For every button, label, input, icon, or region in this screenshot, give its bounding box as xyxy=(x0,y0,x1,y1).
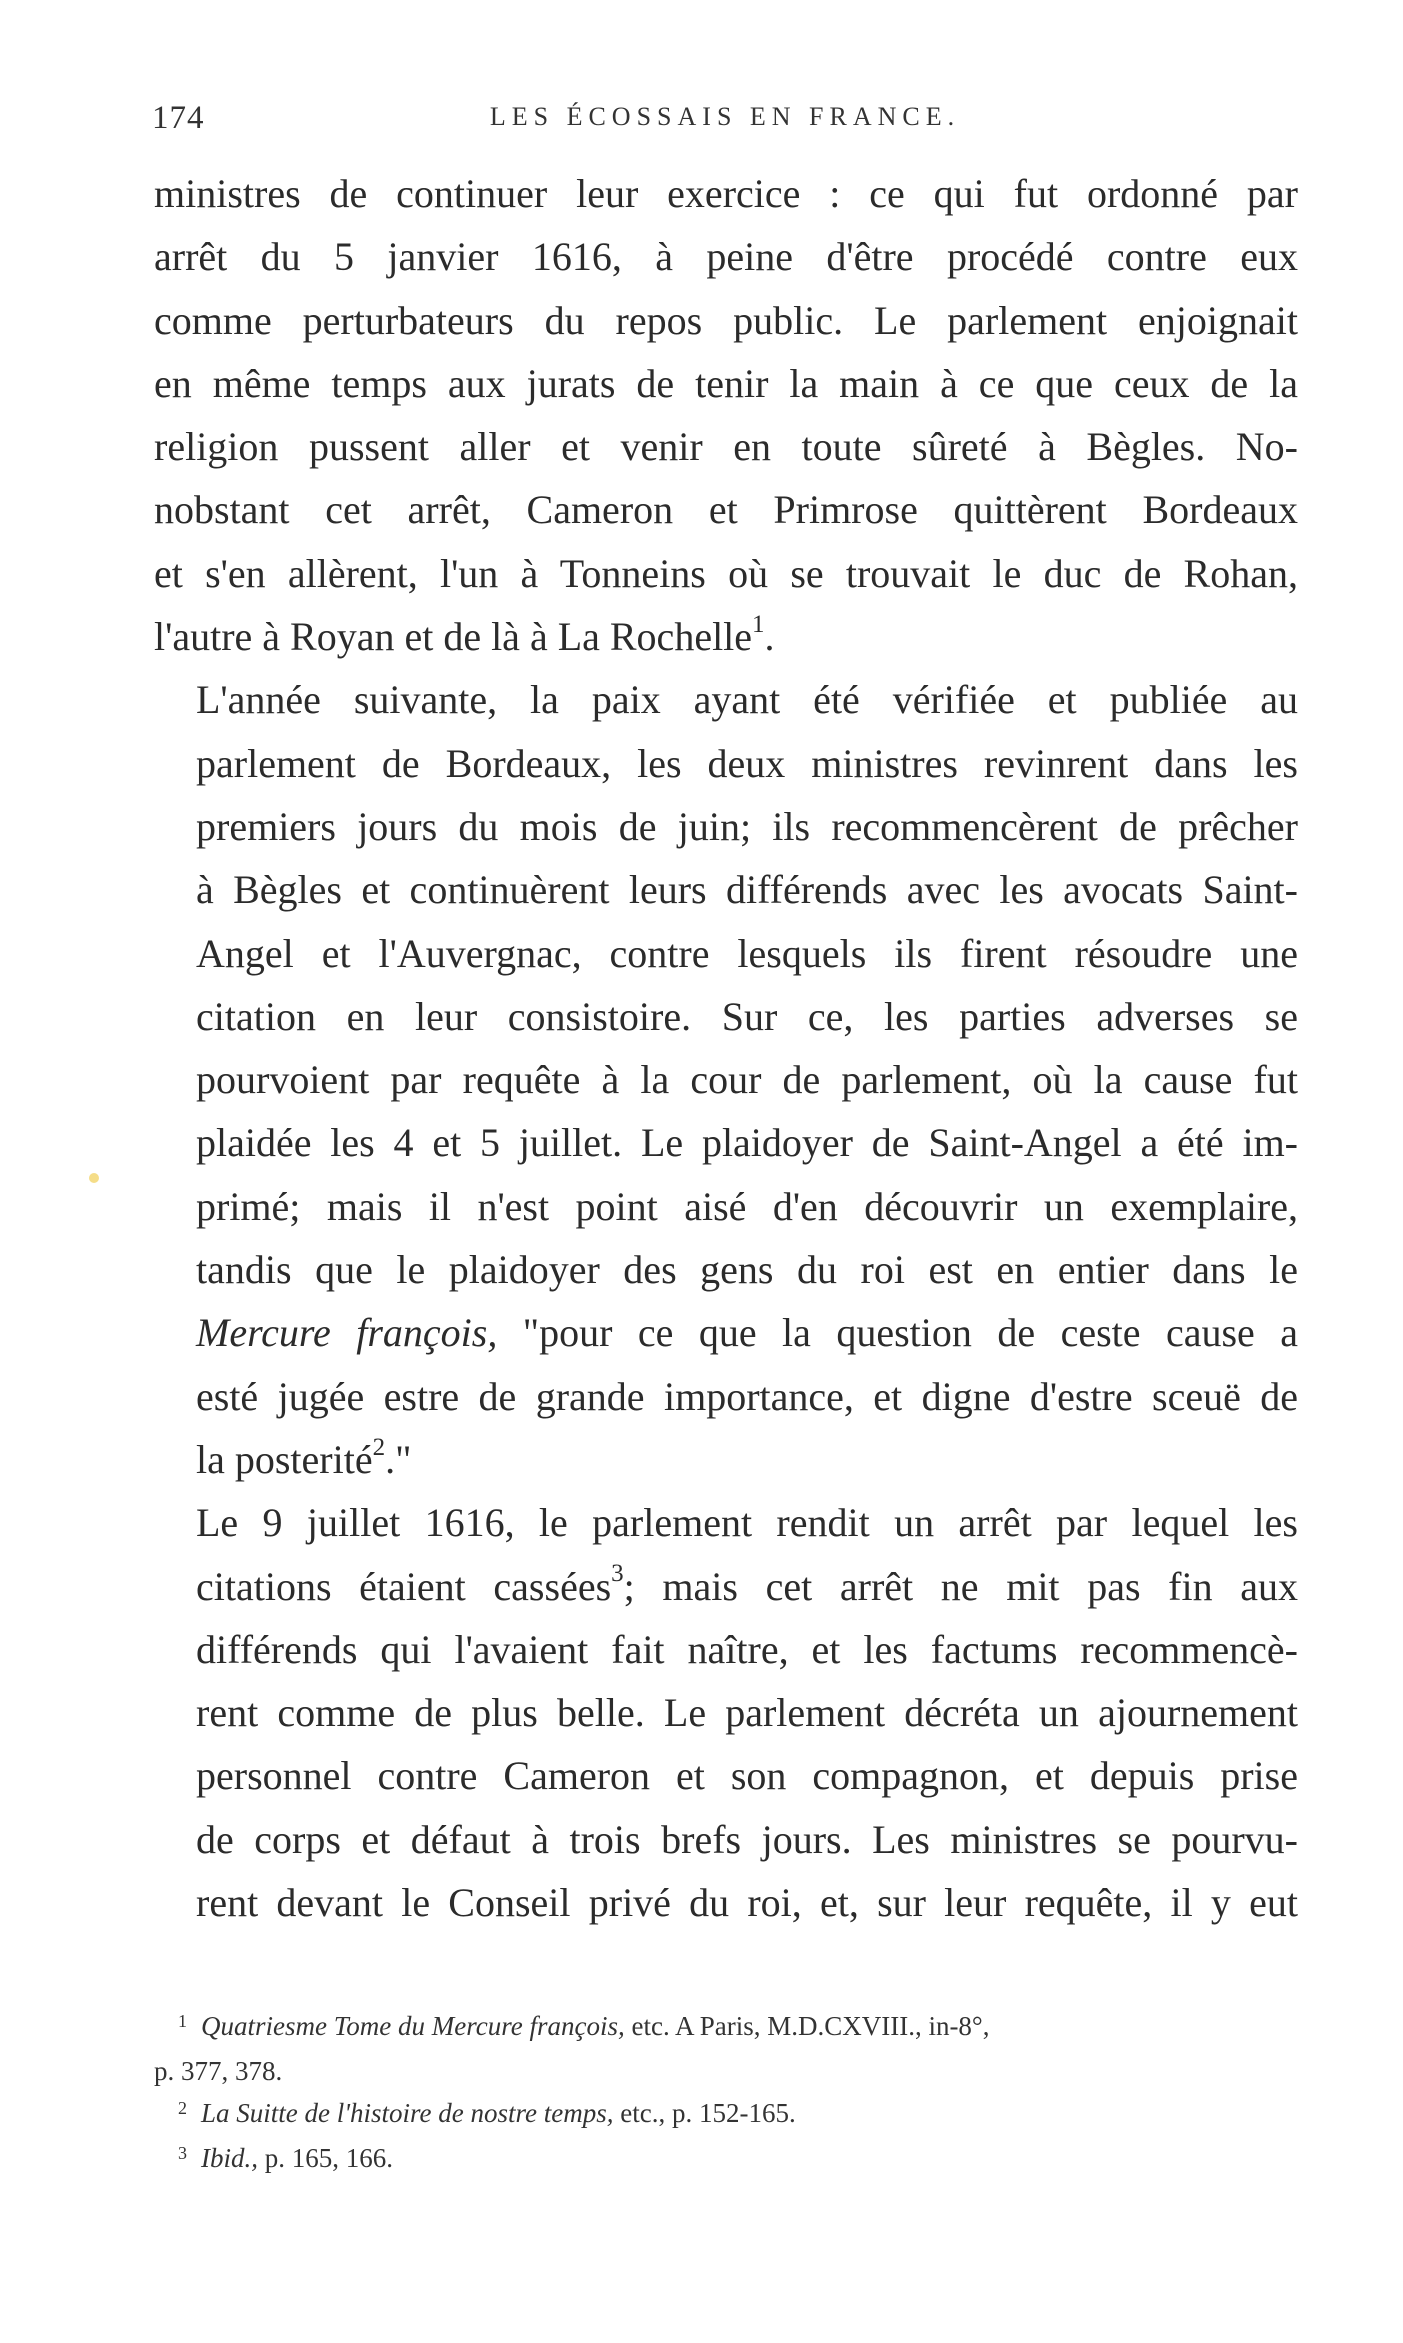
paragraph-3 xyxy=(154,1491,1298,1934)
text-line: pourvoient par requête à la cour de parlement, où la cause fut xyxy=(196,1057,1298,1103)
footnote-ref-3: 3 xyxy=(611,1560,624,1588)
page-number: 174 xyxy=(152,100,205,136)
text-line: l'autre à Royan et de là à La Rochelle$^1$. xyxy=(154,610,775,660)
text-line: la posterité$^2$." xyxy=(196,1433,412,1482)
text-line: personnel contre Cameron et son compagnon, et depuis prise xyxy=(196,1753,1298,1799)
running-title: LES ÉCOSSAIS EN FRANCE. xyxy=(489,102,961,131)
text-line: L'année suivante, la paix ayant été vérifiée et publiée au xyxy=(196,677,1298,723)
text-line: Mercure françois, "pour ce que la question de ceste cause a xyxy=(196,1310,1298,1356)
body-text xyxy=(154,162,1298,1934)
text-line: citations étaient cassées$^3$; mais cet arrêt ne mit pas fin aux xyxy=(196,1560,1299,1609)
footnote-2: $^2$ La Suitte de l'histoire de nostre temps, etc., p. 152-165. xyxy=(178,2098,796,2128)
footnote-mark: 1 xyxy=(178,2011,187,2031)
text-line: citation en leur consistoire. Sur ce, les parties adverses se xyxy=(196,993,1298,1039)
footnote-3: $^3$ Ibid., p. 165, 166. xyxy=(178,2143,393,2173)
footnote-1: $^1$ Quatriesme Tome du Mercure françois, etc. A Paris, M.D.CXVIII., in-8°, xyxy=(178,2011,990,2041)
footnote-ref-2: 2 xyxy=(372,1433,386,1461)
paragraph-1 xyxy=(154,162,1298,668)
text-line: primé; mais il n'est point aisé d'en découvrir un exemplaire, xyxy=(196,1183,1298,1229)
text-line: nobstant cet arrêt, Cameron et Primrose quittèrent Bordeaux xyxy=(154,487,1298,533)
text-line: rent devant le Conseil privé du roi, et, sur leur requête, il y eut xyxy=(196,1880,1298,1926)
italic-title: Mercure françois, xyxy=(196,1310,498,1356)
text-line: premiers jours du mois de juin; ils recommencèrent de prêcher xyxy=(196,803,1298,849)
paragraph-2 xyxy=(154,668,1298,1491)
text-line: et s'en allèrent, l'un à Tonneins où se trouvait le duc de Rohan, xyxy=(154,550,1298,596)
paper-spot xyxy=(89,1173,99,1183)
text-line: parlement de Bordeaux, les deux ministres revinrent dans les xyxy=(196,740,1298,786)
text-line: différends qui l'avaient fait naître, et les factums recommencè- xyxy=(196,1626,1298,1672)
text-line: rent comme de plus belle. Le parlement décréta un ajournement xyxy=(196,1690,1298,1736)
page-header xyxy=(150,100,1300,140)
text-line: en même temps aux jurats de tenir la main à ce que ceux de la xyxy=(154,360,1298,406)
footnote-mark: 3 xyxy=(178,2143,187,2163)
text-line: tandis que le plaidoyer des gens du roi est en entier dans le xyxy=(196,1247,1298,1293)
footnotes xyxy=(154,2005,1298,2182)
text-line: Le 9 juillet 1616, le parlement rendit un arrêt par lequel les xyxy=(196,1500,1298,1546)
footnote-ref-1: 1 xyxy=(752,610,765,638)
footnote-1-continued: p. 377, 378. xyxy=(154,2056,283,2086)
text-line: esté jugée estre de grande importance, et digne d'estre sceuë de xyxy=(196,1373,1298,1419)
text-line: religion pussent aller et venir en toute sûreté à Bègles. No- xyxy=(154,424,1298,470)
text-line: plaidée les 4 et 5 juillet. Le plaidoyer de Saint-Angel a été im- xyxy=(196,1120,1298,1166)
text-line: arrêt du 5 janvier 1616, à peine d'être procédé contre eux xyxy=(154,234,1298,280)
text-line: ministres de continuer leur exercice : ce qui fut ordonné par xyxy=(154,171,1298,216)
text-line: Angel et l'Auvergnac, contre lesquels ils firent résoudre une xyxy=(196,930,1298,976)
footnote-mark: 2 xyxy=(178,2098,187,2118)
text-line: comme perturbateurs du repos public. Le parlement enjoignait xyxy=(154,297,1298,343)
text-line: de corps et défaut à trois brefs jours. Les ministres se pourvu- xyxy=(196,1816,1298,1862)
text-line: à Bègles et continuèrent leurs différends avec les avocats Saint- xyxy=(196,867,1298,913)
